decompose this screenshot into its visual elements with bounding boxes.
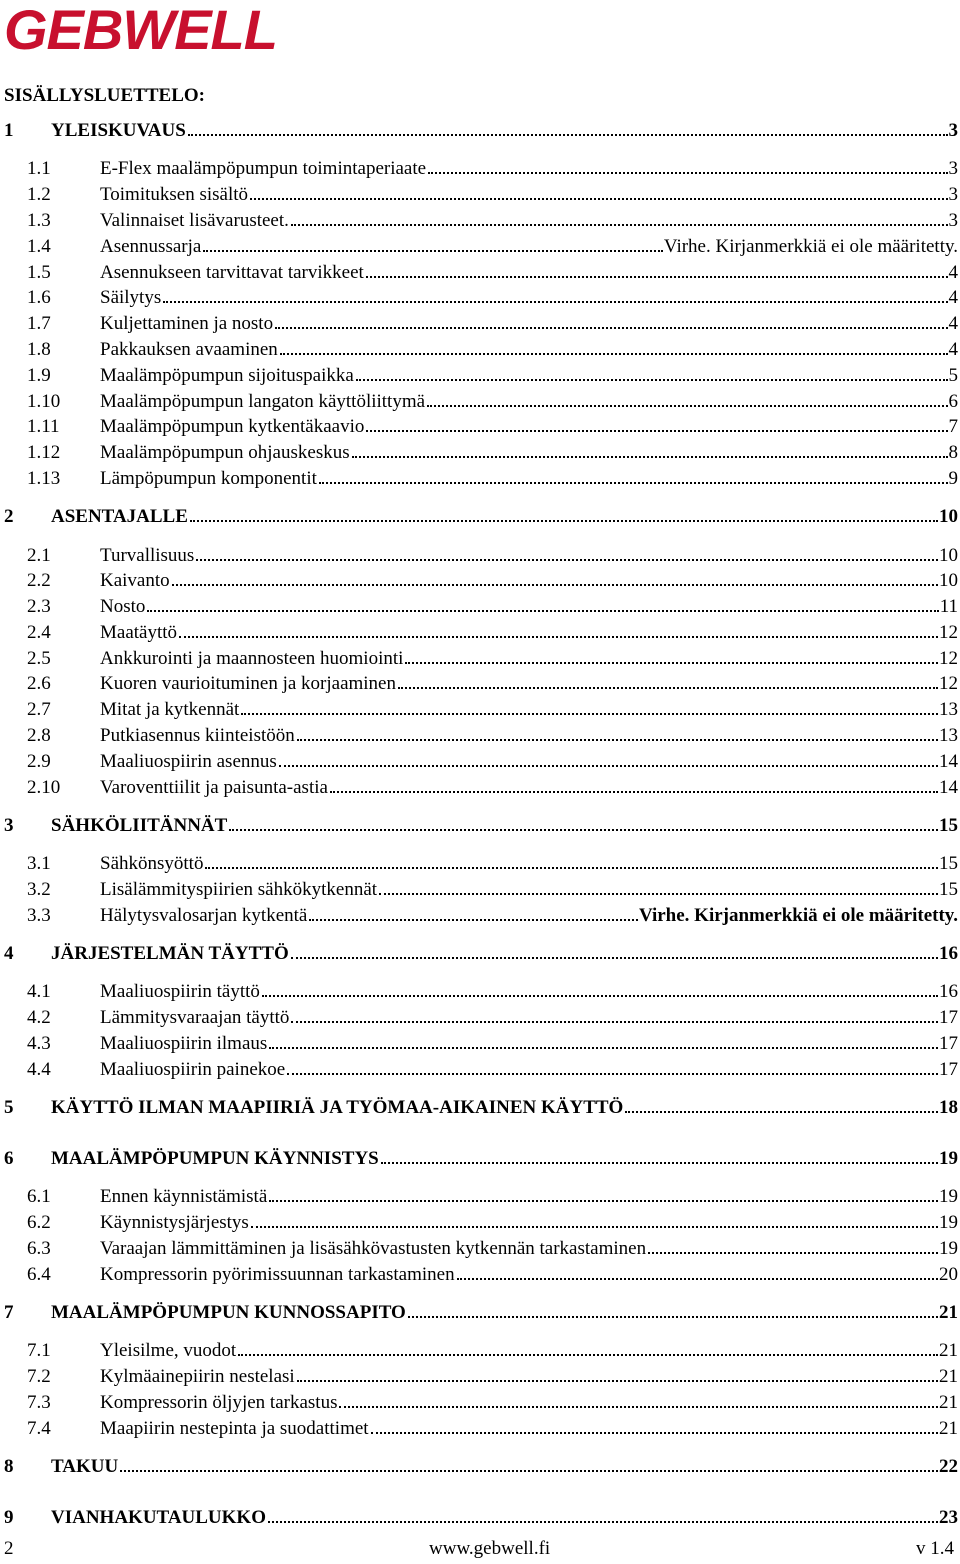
toc-entry-title: Maalämpöpumpun ohjauskeskus	[100, 442, 350, 463]
toc-entry-page: 18	[939, 1097, 958, 1118]
toc-entry-number: 4.2	[27, 1007, 51, 1028]
toc-entry-page: 20	[939, 1264, 958, 1285]
toc-entry-title: Kompressorin pyörimissuunnan tarkastaminen	[100, 1264, 455, 1285]
toc-entry-title: TAKUU	[51, 1456, 119, 1477]
toc-entry-title: Maatäyttö	[100, 622, 178, 643]
footer-page-number: 2	[4, 1538, 14, 1559]
dot-leader	[238, 1354, 938, 1356]
toc-entry-title: KÄYTTÖ ILMAN MAAPIIRIÄ JA TYÖMAA-AIKAINEN KÄYTTÖ	[51, 1097, 624, 1118]
toc-entry-title: SÄHKÖLIITÄNNÄT	[51, 815, 228, 836]
toc-entry-number: 6	[4, 1148, 14, 1169]
toc-entry-title: ASENTAJALLE	[51, 506, 188, 527]
footer-website: www.gebwell.fi	[429, 1538, 551, 1559]
toc-entry[interactable]	[0, 442, 958, 468]
toc-entry[interactable]	[0, 1212, 958, 1238]
toc-entry-page: 15	[939, 879, 958, 900]
dot-leader	[339, 1406, 938, 1408]
dot-leader	[269, 1200, 938, 1202]
toc-entry-page: 4	[948, 313, 958, 334]
dot-leader	[179, 636, 938, 638]
toc-entry[interactable]	[0, 673, 958, 699]
toc-entry-number: 6.1	[27, 1186, 51, 1207]
toc-entry-number: 6.2	[27, 1212, 51, 1233]
toc-entry-page: 23	[939, 1507, 958, 1528]
toc-entry-page: 21	[939, 1302, 958, 1323]
toc-entry-page: 16	[939, 943, 958, 964]
toc-entry-title: Varoventtiilit ja paisunta-astia	[100, 777, 328, 798]
toc-entry-number: 1.2	[27, 184, 51, 205]
toc-entry-title: Kuljettaminen ja nosto	[100, 313, 274, 334]
dot-leader	[408, 1316, 938, 1318]
toc-entry-number: 2.5	[27, 648, 51, 669]
toc-entry-page: 13	[939, 699, 958, 720]
toc-entry-page: 21	[939, 1340, 958, 1361]
toc-entry-page: 19	[939, 1212, 958, 1233]
toc-entry-title: Sähkönsyöttö	[100, 853, 204, 874]
toc-entry-number: 2.1	[27, 545, 51, 566]
toc-entry-title: YLEISKUVAUS	[51, 120, 186, 141]
dot-leader	[203, 250, 663, 252]
toc-entry-title: Kompressorin öljyjen tarkastus	[100, 1392, 338, 1413]
toc-entry-number: 2.2	[27, 570, 51, 591]
toc-entry-number: 1.10	[27, 391, 61, 412]
dot-leader	[268, 1521, 938, 1523]
toc-entry-page: 8	[948, 442, 958, 463]
toc-entry-page: 19	[939, 1186, 958, 1207]
toc-entry-number: 2	[4, 506, 14, 527]
toc-entry-page: 14	[939, 751, 958, 772]
toc-entry-title: Putkiasennus kiinteistöön	[100, 725, 295, 746]
toc-entry[interactable]	[0, 506, 958, 532]
dot-leader	[291, 1021, 938, 1023]
toc-entry-title: Maaliuospiirin täyttö	[100, 981, 260, 1002]
dot-leader	[309, 919, 638, 921]
toc-entry-number: 3.2	[27, 879, 51, 900]
toc-entry[interactable]	[0, 365, 958, 391]
toc-entry-title: Kaivanto	[100, 570, 170, 591]
toc-entry-title: Maaliuospiirin painekoe	[100, 1059, 286, 1080]
toc-entry-title: Maalämpöpumpun kytkentäkaavio	[100, 416, 365, 437]
toc-entry[interactable]	[0, 339, 958, 365]
dot-leader	[250, 198, 947, 200]
toc-entry-page: 9	[948, 468, 958, 489]
toc-entry-page: 10	[939, 570, 958, 591]
toc-entry-page: 12	[939, 622, 958, 643]
toc-entry-page: 19	[939, 1148, 958, 1169]
toc-entry-page: 17	[939, 1007, 958, 1028]
toc-entry-title: Maapiirin nestepinta ja suodattimet	[100, 1418, 369, 1439]
dot-leader	[196, 559, 938, 561]
toc-entry-page: 4	[948, 262, 958, 283]
toc-entry[interactable]	[0, 1264, 958, 1290]
toc-entry-title: Toimituksen sisältö	[100, 184, 249, 205]
toc-entry-number: 1.1	[27, 158, 51, 179]
toc-entry-page: 21	[939, 1392, 958, 1413]
toc-entry-title: Turvallisuus	[100, 545, 195, 566]
toc-entry-title: Maaliuospiirin asennus	[100, 751, 277, 772]
toc-entry-page: 19	[939, 1238, 958, 1259]
toc-entry[interactable]	[0, 1007, 958, 1033]
toc-entry-number: 1.9	[27, 365, 51, 386]
toc-entry-title: MAALÄMPÖPUMPUN KÄYNNISTYS	[51, 1148, 379, 1169]
toc-entry-title: MAALÄMPÖPUMPUN KUNNOSSAPITO	[51, 1302, 406, 1323]
dot-leader	[280, 353, 948, 355]
dot-leader	[291, 957, 938, 959]
toc-entry-title: Hälytysvalosarjan kytkentä	[100, 905, 308, 926]
dot-leader	[205, 867, 938, 869]
toc-entry-page: 10	[939, 545, 958, 566]
dot-leader	[297, 1380, 938, 1382]
toc-entry-page: 15	[939, 815, 958, 836]
footer-version: v 1.4	[916, 1538, 954, 1559]
toc-entry-title: Varaajan lämmittäminen ja lisäsähkövastusten kytkennän tarkastaminen	[100, 1238, 647, 1259]
dot-leader	[428, 172, 947, 174]
dot-leader	[405, 662, 938, 664]
toc-entry[interactable]	[0, 1059, 958, 1085]
toc-entry-number: 2.4	[27, 622, 51, 643]
toc-entry[interactable]	[0, 236, 958, 262]
toc-entry[interactable]	[0, 184, 958, 210]
toc-entry-page: 4	[948, 287, 958, 308]
dot-leader	[457, 1278, 938, 1280]
toc-entry[interactable]	[0, 879, 958, 905]
toc-entry-title: Lämmitysvaraajan täyttö	[100, 1007, 290, 1028]
toc-entry-title: Lämpöpumpun komponentit	[100, 468, 317, 489]
toc-entry[interactable]	[0, 391, 958, 417]
toc-entry-title: Valinnaiset lisävarusteet.	[100, 210, 289, 231]
toc-entry-number: 1	[4, 120, 14, 141]
toc-entry-title: Ankkurointi ja maannosteen huomiointi	[100, 648, 404, 669]
toc-entry-page: 11	[939, 596, 958, 617]
dot-leader	[241, 713, 938, 715]
toc-entry[interactable]	[0, 622, 958, 648]
toc-entry-number: 7.1	[27, 1340, 51, 1361]
toc-entry-number: 4	[4, 943, 14, 964]
toc-entry[interactable]	[0, 751, 958, 777]
toc-entry[interactable]	[0, 313, 958, 339]
toc-entry-number: 4.1	[27, 981, 51, 1002]
toc-entry-page: 6	[948, 391, 958, 412]
toc-entry-title: E-Flex maalämpöpumpun toimintaperiaate	[100, 158, 427, 179]
toc-entry-number: 7.4	[27, 1418, 51, 1439]
dot-leader	[330, 791, 938, 793]
toc-entry[interactable]	[0, 210, 958, 236]
toc-entry[interactable]	[0, 853, 958, 879]
dot-leader	[352, 456, 948, 458]
dot-leader	[648, 1252, 938, 1254]
toc-entry[interactable]	[0, 815, 958, 841]
toc-entry-number: 5	[4, 1097, 14, 1118]
toc-entry[interactable]	[0, 158, 958, 184]
toc-entry-title: Lisälämmityspiirien sähkökytkennät	[100, 879, 378, 900]
toc-entry-number: 6.3	[27, 1238, 51, 1259]
toc-entry-number: 8	[4, 1456, 14, 1477]
dot-leader	[163, 301, 947, 303]
toc-entry-number: 1.11	[27, 416, 60, 437]
toc-entry[interactable]	[0, 777, 958, 803]
toc-entry-title: Maalämpöpumpun langaton käyttöliittymä	[100, 391, 426, 412]
toc-heading: SISÄLLYSLUETTELO:	[4, 85, 206, 106]
toc-entry-number: 3.1	[27, 853, 51, 874]
toc-entry-page: 21	[939, 1366, 958, 1387]
toc-entry-page: 17	[939, 1033, 958, 1054]
dot-leader	[319, 482, 948, 484]
toc-entry-number: 2.10	[27, 777, 61, 798]
toc-entry[interactable]	[0, 648, 958, 674]
toc-entry-number: 7.3	[27, 1392, 51, 1413]
gebwell-logo: GEBWELL	[4, 0, 277, 61]
dot-leader	[147, 610, 938, 612]
dot-leader	[291, 224, 948, 226]
dot-leader	[229, 829, 938, 831]
toc-entry-page: 22	[939, 1456, 958, 1477]
dot-leader	[251, 1226, 938, 1228]
toc-entry-page: 12	[939, 648, 958, 669]
toc-entry-title: Ennen käynnistämistä	[100, 1186, 268, 1207]
toc-entry-page: 10	[939, 506, 958, 527]
page-footer	[0, 1538, 960, 1564]
toc-entry-number: 4.3	[27, 1033, 51, 1054]
toc-entry-title: Kylmäainepiirin nestelasi	[100, 1366, 295, 1387]
toc-entry-page: 3	[948, 210, 958, 231]
toc-entry-page: 14	[939, 777, 958, 798]
toc-entry-title: Asennukseen tarvittavat tarvikkeet	[100, 262, 364, 283]
toc-entry-page: 13	[939, 725, 958, 746]
dot-leader	[356, 379, 948, 381]
toc-entry-page: 3	[948, 158, 958, 179]
toc-entry-page: 17	[939, 1059, 958, 1080]
toc-entry[interactable]	[0, 1418, 958, 1444]
toc-entry-page: 21	[939, 1418, 958, 1439]
toc-entry-number: 1.13	[27, 468, 61, 489]
toc-entry-page: Virhe. Kirjanmerkkiä ei ole määritetty.	[663, 236, 958, 257]
toc-entry[interactable]	[0, 1302, 958, 1328]
toc-entry-title: Asennussarja	[100, 236, 202, 257]
toc-entry[interactable]	[0, 545, 958, 571]
dot-leader	[366, 276, 948, 278]
toc-entry-page: Virhe. Kirjanmerkkiä ei ole määritetty.	[638, 905, 958, 926]
toc-entry-number: 6.4	[27, 1264, 51, 1285]
dot-leader	[379, 893, 938, 895]
toc-entry-number: 2.3	[27, 596, 51, 617]
toc-entry[interactable]	[0, 699, 958, 725]
toc-entry-page: 3	[948, 120, 958, 141]
toc-entry-number: 7.2	[27, 1366, 51, 1387]
dot-leader	[398, 687, 938, 689]
toc-entry[interactable]	[0, 1033, 958, 1059]
toc-entry[interactable]	[0, 1238, 958, 1264]
toc-entry[interactable]	[0, 120, 958, 146]
toc-entry-title: Säilytys	[100, 287, 162, 308]
toc-entry-title: Maaliuospiirin ilmaus	[100, 1033, 268, 1054]
dot-leader	[297, 739, 938, 741]
toc-entry-number: 3	[4, 815, 14, 836]
dot-leader	[366, 430, 947, 432]
toc-entry-title: JÄRJESTELMÄN TÄYTTÖ	[51, 943, 289, 964]
toc-entry[interactable]	[0, 1392, 958, 1418]
dot-leader	[427, 405, 947, 407]
toc-entry-title: Mitat ja kytkennät	[100, 699, 240, 720]
dot-leader	[172, 584, 938, 586]
toc-entry-title: VIANHAKUTAULUKKO	[51, 1507, 266, 1528]
toc-entry-number: 1.7	[27, 313, 51, 334]
toc-entry[interactable]	[0, 416, 958, 442]
toc-entry-number: 9	[4, 1507, 14, 1528]
toc-entry[interactable]	[0, 905, 958, 931]
toc-entry[interactable]	[0, 1097, 958, 1123]
toc-entry-page: 12	[939, 673, 958, 694]
toc-entry-number: 1.12	[27, 442, 61, 463]
toc-entry[interactable]	[0, 1340, 958, 1366]
toc-entry-page: 15	[939, 853, 958, 874]
toc-entry-number: 7	[4, 1302, 14, 1323]
dot-leader	[262, 995, 938, 997]
toc-entry-page: 4	[948, 339, 958, 360]
toc-entry-page: 7	[948, 416, 958, 437]
toc-entry[interactable]	[0, 262, 958, 288]
toc-entry-number: 2.6	[27, 673, 51, 694]
toc-entry[interactable]	[0, 1456, 958, 1482]
toc-entry[interactable]	[0, 570, 958, 596]
dot-leader	[371, 1432, 938, 1434]
toc-entry-title: Nosto	[100, 596, 146, 617]
toc-entry-title: Yleisilme, vuodot	[100, 1340, 237, 1361]
toc-entry-number: 2.9	[27, 751, 51, 772]
toc-entry-number: 2.7	[27, 699, 51, 720]
toc-entry[interactable]	[0, 981, 958, 1007]
toc-entry[interactable]	[0, 468, 958, 494]
dot-leader	[275, 327, 947, 329]
dot-leader	[269, 1047, 938, 1049]
toc-entry[interactable]	[0, 725, 958, 751]
dot-leader	[120, 1470, 938, 1472]
toc-entry-number: 1.5	[27, 262, 51, 283]
toc-entry-number: 1.8	[27, 339, 51, 360]
toc-entry-title: Kuoren vaurioituminen ja korjaaminen	[100, 673, 396, 694]
toc-entry-number: 2.8	[27, 725, 51, 746]
toc-entry-title: Käynnistysjärjestys	[100, 1212, 249, 1233]
toc-entry-title: Maalämpöpumpun sijoituspaikka	[100, 365, 354, 386]
toc-entry[interactable]	[0, 1507, 958, 1533]
toc-entry-page: 5	[948, 365, 958, 386]
toc-entry-number: 1.3	[27, 210, 51, 231]
toc-entry[interactable]	[0, 287, 958, 313]
toc-entry[interactable]	[0, 1366, 958, 1392]
toc-entry[interactable]	[0, 943, 958, 969]
dot-leader	[625, 1111, 938, 1113]
toc-entry-page: 16	[939, 981, 958, 1002]
dot-leader	[381, 1162, 938, 1164]
toc-entry-number: 1.6	[27, 287, 51, 308]
toc-entry-number: 1.4	[27, 236, 51, 257]
toc-entry-page: 3	[948, 184, 958, 205]
dot-leader	[279, 765, 938, 767]
toc-entry[interactable]	[0, 1186, 958, 1212]
toc-entry[interactable]	[0, 596, 958, 622]
toc-entry-number: 4.4	[27, 1059, 51, 1080]
dot-leader	[190, 520, 938, 522]
dot-leader	[188, 134, 948, 136]
dot-leader	[287, 1073, 938, 1075]
toc-entry-number: 3.3	[27, 905, 51, 926]
toc-entry-title: Pakkauksen avaaminen	[100, 339, 278, 360]
toc-entry[interactable]	[0, 1148, 958, 1174]
